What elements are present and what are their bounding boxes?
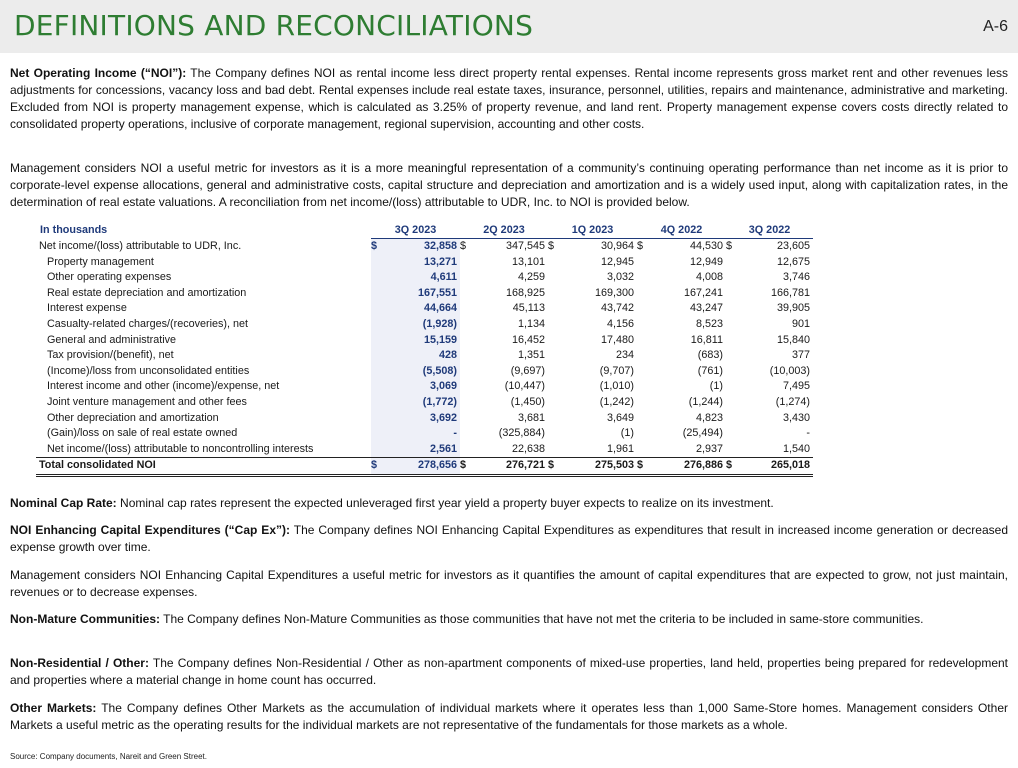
cell-value: 3,430 <box>782 411 810 424</box>
cell-value: 4,008 <box>695 271 723 284</box>
currency-symbol: $ <box>460 458 472 476</box>
row-label: Interest income and other (income)/expense, net <box>47 380 280 393</box>
cell-value: 39,905 <box>776 302 810 315</box>
noi-reconciliation-table <box>36 222 813 477</box>
cell-value: (9,707) <box>599 364 634 377</box>
cell-value: 43,247 <box>689 302 723 315</box>
cell-value: 43,742 <box>600 302 634 315</box>
cell-value: 44,530 <box>689 240 723 252</box>
table-row <box>36 379 813 395</box>
table-row <box>36 333 813 349</box>
unit-label: In thousands <box>40 224 108 237</box>
cell-value: - <box>383 426 460 442</box>
cell-value: 12,949 <box>689 255 723 268</box>
column-header: 2Q 2023 <box>460 222 548 239</box>
cell-value: 4,823 <box>695 411 723 424</box>
non-mature-term: Non-Mature Communities: <box>10 612 160 626</box>
row-label: Net income/(loss) attributable to noncontrolling interests <box>47 442 314 455</box>
capex-definition-text: The Company defines NOI Enhancing Capital Expenditures as expenditures that result in increased income generation or decreased expense growth over time. <box>10 523 1008 554</box>
row-label: Real estate depreciation and amortization <box>47 286 247 299</box>
cell-value: (10,447) <box>504 380 545 393</box>
cell-value: 166,781 <box>770 286 810 299</box>
row-label: Tax provision/(benefit), net <box>47 349 174 362</box>
cell-value: 4,259 <box>517 271 545 284</box>
cell-value: - <box>806 427 810 440</box>
cell-value: 428 <box>383 348 460 364</box>
cell-value: 22,638 <box>511 442 545 455</box>
cell-value: 3,692 <box>383 411 460 427</box>
cap-rate-text: Nominal cap rates represent the expected unleveraged first year yield a property buyer expects to realize on its investment. <box>120 496 774 510</box>
row-label: Interest expense <box>47 302 127 315</box>
cell-value: 45,113 <box>512 302 545 315</box>
cell-value: 32,858 <box>383 239 460 255</box>
row-label: (Income)/loss from unconsolidated entities <box>47 364 250 377</box>
cell-value: 23,605 <box>776 240 810 252</box>
cell-value: 15,840 <box>776 333 810 346</box>
cell-value: 167,241 <box>683 286 723 299</box>
table-row <box>36 395 813 411</box>
cell-value: 901 <box>791 317 810 330</box>
cell-value: 17,480 <box>600 333 634 346</box>
cell-value: 30,964 <box>600 240 634 252</box>
cell-value: 12,945 <box>600 255 634 268</box>
currency-symbol: $ <box>637 240 644 252</box>
cell-value: (1,242) <box>599 395 634 408</box>
cell-value: 2,937 <box>695 442 723 455</box>
non-mature-text: The Company defines Non-Mature Communities as those communities that have not met the criteria to be included in same-store communities. <box>163 612 924 626</box>
cell-value: (1) <box>620 427 634 440</box>
cell-value: (1,450) <box>510 395 545 408</box>
cell-value: 4,611 <box>383 270 460 286</box>
cell-value: 3,681 <box>517 411 545 424</box>
cell-value: 1,351 <box>517 349 545 362</box>
row-label: Other depreciation and amortization <box>47 411 219 424</box>
page-title: DEFINITIONS AND RECONCILIATIONS <box>14 9 534 42</box>
cell-value: 16,452 <box>511 333 545 346</box>
total-row <box>36 458 813 476</box>
cell-value: (1,010) <box>599 380 634 393</box>
cell-value: 4,156 <box>606 317 634 330</box>
cell-value: 12,675 <box>776 255 810 268</box>
noi-definition-text: The Company defines NOI as rental income less direct property rental expenses. Rental income represents gross market rent and other revenues less adjustments for concessions, vacancy loss and bad debt. Rental expenses include real estate taxes, insurance, personnel, utilities, repairs and maintenance, administrative and marketing. Excluded from NOI is property management expense, which is calculated as 3.25% of property revenue, and land rent. Property management expense covers costs directly related to consolidated property operations, inclusive of corporate management, regional supervision, accounting and other costs. <box>10 66 1009 131</box>
cell-value: (683) <box>697 349 723 362</box>
currency-symbol: $ <box>726 240 733 252</box>
cell-value: (5,508) <box>383 364 460 380</box>
source-footnote: Source: Company documents, Nareit and Green Street. <box>10 752 207 761</box>
column-header: 4Q 2022 <box>637 222 726 239</box>
cell-value: 8,523 <box>695 317 723 330</box>
cell-value: 16,811 <box>690 333 723 346</box>
row-label: Property management <box>47 255 154 268</box>
table-row <box>36 442 813 458</box>
table-row <box>36 426 813 442</box>
capex-management-paragraph: Management considers NOI Enhancing Capital Expenditures a useful metric for investors as it quantifies the amount of capital expenditures that are expected to grow, not just maintain, revenues or to decrease expenses. <box>10 568 1008 599</box>
row-label: Casualty-related charges/(recoveries), net <box>47 317 249 330</box>
cell-value: 15,159 <box>383 333 460 349</box>
row-label: Net income/(loss) attributable to UDR, Inc. <box>39 239 242 252</box>
cap-rate-term: Nominal Cap Rate: <box>10 496 117 510</box>
cell-value: 13,271 <box>383 255 460 271</box>
noi-definition <box>10 65 1008 133</box>
cell-value: 1,134 <box>517 317 545 330</box>
capex-term: NOI Enhancing Capital Expenditures (“Cap Ex”): <box>10 523 290 537</box>
cap-rate-definition <box>10 495 1008 512</box>
table-row <box>36 411 813 427</box>
total-value: 276,886 <box>649 458 726 476</box>
cell-value: (25,494) <box>682 427 723 440</box>
other-markets-term: Other Markets: <box>10 701 97 715</box>
cell-value: (1,772) <box>383 395 460 411</box>
table-row <box>36 239 813 255</box>
table-row <box>36 317 813 333</box>
cell-value: 168,925 <box>505 286 545 299</box>
cell-value: 377 <box>791 349 810 362</box>
cell-value: (1) <box>709 380 723 393</box>
other-markets-definition <box>10 700 1008 734</box>
row-label: (Gain)/loss on sale of real estate owned <box>47 427 238 440</box>
cell-value: (1,244) <box>688 395 723 408</box>
currency-symbol: $ <box>460 240 467 252</box>
cell-value: 3,649 <box>606 411 634 424</box>
row-label: General and administrative <box>47 333 177 346</box>
table-row <box>36 286 813 302</box>
total-value: 275,503 <box>560 458 637 476</box>
table-row <box>36 255 813 271</box>
total-value: 276,721 <box>472 458 548 476</box>
cell-value: (325,884) <box>498 427 545 440</box>
cell-value: 167,551 <box>383 286 460 302</box>
cell-value: 44,664 <box>383 301 460 317</box>
column-header: 3Q 2022 <box>726 222 813 239</box>
cell-value: 169,300 <box>594 286 634 299</box>
cell-value: (761) <box>697 364 723 377</box>
cell-value: (10,003) <box>769 364 810 377</box>
cell-value: 7,495 <box>782 380 810 393</box>
table-row <box>36 364 813 380</box>
non-residential-definition <box>10 655 1008 689</box>
currency-symbol: $ <box>548 458 560 476</box>
total-label: Total consolidated NOI <box>36 458 371 476</box>
table-row <box>36 348 813 364</box>
table-header-row <box>36 222 813 239</box>
table-row <box>36 301 813 317</box>
cell-value: 347,545 <box>505 240 545 252</box>
cell-value: 2,561 <box>383 442 460 458</box>
total-value: 278,656 <box>383 458 460 476</box>
currency-symbol: $ <box>726 458 738 476</box>
cell-value: 3,032 <box>606 271 634 284</box>
other-markets-text: The Company defines Other Markets as the accumulation of individual markets where it operates less than 1,000 Same-Store homes. Management considers Other Markets a useful metric as the operating results for the individual markets are not representative of the fundamentals for those markets as a whole. <box>10 701 1008 732</box>
capex-definition <box>10 522 1008 556</box>
cell-value: 234 <box>615 349 634 362</box>
currency-symbol: $ <box>371 239 383 255</box>
cell-value: (1,928) <box>383 317 460 333</box>
cell-value: (9,697) <box>510 364 545 377</box>
table-row <box>36 270 813 286</box>
page-header <box>0 0 1018 53</box>
cell-value: 3,069 <box>383 379 460 395</box>
cell-value: (1,274) <box>775 395 810 408</box>
column-header: 1Q 2023 <box>548 222 637 239</box>
cell-value: 1,961 <box>606 442 634 455</box>
noi-management-paragraph: Management considers NOI a useful metric for investors as it is a more meaningful representation of a community’s continuing operating performance than net income as it is prior to corporate-level expense allocations, general and administrative costs, capital structure and depreciation and amortization and is a widely used input, along with capitalization rates, in the determination of real estate valuations. A reconciliation from net income/(loss) attributable to UDR, Inc. to NOI is provided below. <box>10 161 1008 209</box>
non-residential-term: Non-Residential / Other: <box>10 656 149 670</box>
noi-term: Net Operating Income (“NOI”): <box>10 66 187 80</box>
column-header: 3Q 2023 <box>371 222 460 239</box>
page-number: A-6 <box>983 18 1008 35</box>
row-label: Joint venture management and other fees <box>47 395 247 408</box>
currency-symbol: $ <box>548 240 555 252</box>
non-residential-text: The Company defines Non-Residential / Other as non-apartment components of mixed-use properties, land held, properties being prepared for redevelopment and properties where a material change in home count has occurred. <box>10 656 1008 687</box>
non-mature-definition <box>10 611 1008 628</box>
cell-value: 3,746 <box>782 271 810 284</box>
total-value: 265,018 <box>738 458 813 476</box>
cell-value: 13,101 <box>511 255 545 268</box>
row-label: Other operating expenses <box>47 271 172 284</box>
currency-symbol: $ <box>637 458 649 476</box>
currency-symbol: $ <box>371 458 383 476</box>
cell-value: 1,540 <box>782 442 810 455</box>
